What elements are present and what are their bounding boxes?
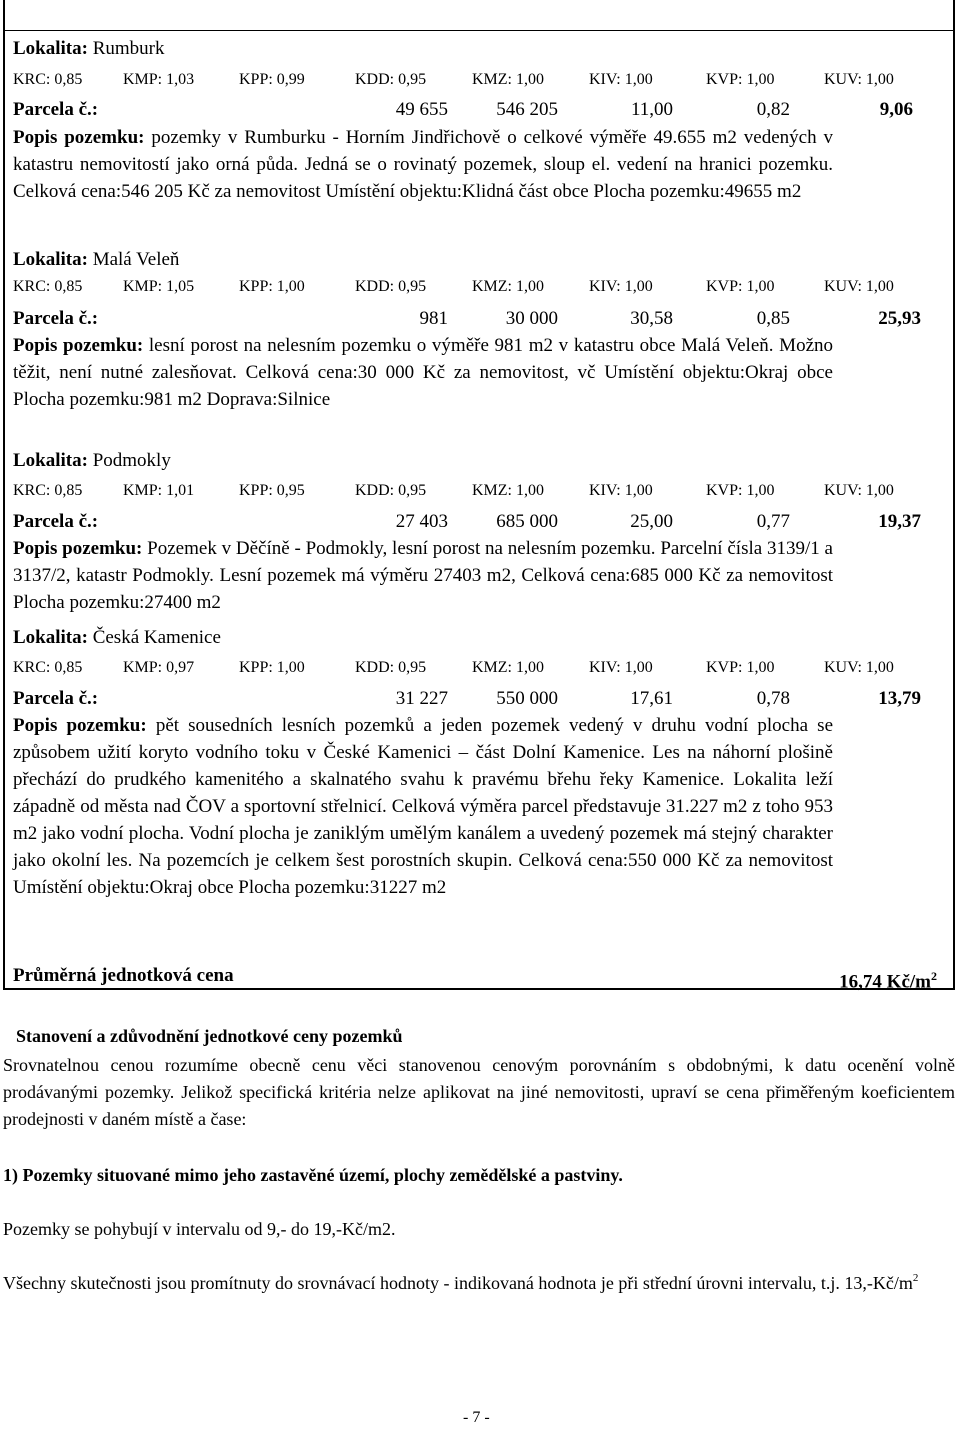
description-label: Popis pozemku:: [13, 715, 147, 736]
coef-kmz: KMZ: 1,00: [472, 659, 544, 676]
paragraph-interval: Pozemky se pohybují v intervalu od 9,- do 19,-Kč/m2.: [3, 1219, 396, 1239]
description-text: pět sousedních lesních pozemků a jeden pozemek vedený v druhu vodní plocha se způsobem užití koryto vodního toku v České Kamenici – část Dolní Kamenice. Les na náhorní plošině přechází do prudkého kamenitého a skalnatého svahu k pravému břehu řeky Kamenice. Lokalita leží západně od města nad ČOV a sportovní střelnicí. Celková výměra parcel představuje 31.227 m2 z toho 953 m2 jako vodní plocha. Vodní plocha je zaniklým umělým kanálem a uvedený pozemek má stejný charakter jako okolní les. Na pozemcích je celkem šest porostních skupin. Celková cena:550 000 Kč za nemovitost Umístění objektu:Okraj obce Plocha pozemku:31227 m2: [13, 715, 833, 898]
parcel-description: [13, 124, 833, 205]
section-heading: Stanovení a zdůvodnění jednotkové ceny pozemků: [16, 1026, 403, 1046]
average-unit-exponent: 2: [931, 969, 937, 983]
parcel-coefficient: 0,82: [756, 99, 790, 120]
coefficient-row: [13, 70, 925, 90]
coef-kuv: KUV: 1,00: [824, 482, 894, 499]
locality-block-podmokly: [13, 449, 925, 613]
parcel-label: Parcela č.:: [13, 511, 99, 532]
parcel-row: [13, 510, 925, 534]
parcel-row: [13, 98, 925, 122]
description-label: Popis pozemku:: [13, 335, 144, 356]
parcel-label: Parcela č.:: [13, 99, 99, 120]
coef-kpp: KPP: 0,95: [239, 482, 305, 499]
coef-kmz: KMZ: 1,00: [472, 482, 544, 499]
conclusion-unit-exponent: 2: [912, 1272, 919, 1284]
table-top-divider: [3, 30, 955, 31]
locality-name: Podmokly: [92, 450, 171, 471]
locality-block-mala-velen: [13, 248, 925, 410]
coef-krc: KRC: 0,85: [13, 482, 83, 499]
coef-kiv: KIV: 1,00: [589, 71, 653, 88]
coef-krc: KRC: 0,85: [13, 659, 83, 676]
coef-kmp: KMP: 1,05: [123, 278, 195, 295]
locality-block-ceska-kamenice: [13, 626, 925, 898]
coef-kpp: KPP: 1,00: [239, 278, 305, 295]
coef-kiv: KIV: 1,00: [589, 659, 653, 676]
coefficient-row: [13, 481, 925, 501]
average-value-text: 16,74 Kč/m: [839, 971, 931, 993]
coef-kvp: KVP: 1,00: [706, 71, 775, 88]
parcel-unit-price: 11,00: [630, 99, 673, 120]
locality-name: Česká Kamenice: [92, 627, 221, 648]
parcel-unit-price: 25,00: [630, 511, 673, 532]
coef-kdd: KDD: 0,95: [355, 659, 427, 676]
point-heading-1: 1) Pozemky situované mimo jeho zastavěné území, plochy zemědělské a pastviny.: [3, 1165, 623, 1185]
paragraph-conclusion: [3, 1270, 955, 1297]
average-value: [839, 964, 937, 994]
average-unit-price-row: [13, 964, 937, 993]
parcel-row: [13, 687, 925, 711]
parcel-adjusted-price: 9,06: [879, 99, 913, 120]
locality-heading: [13, 449, 925, 473]
coef-krc: KRC: 0,85: [13, 71, 83, 88]
locality-label: Lokalita:: [13, 450, 88, 471]
locality-block-rumburk: [13, 37, 925, 202]
parcel-label: Parcela č.:: [13, 308, 99, 329]
parcel-description: [13, 712, 833, 901]
locality-label: Lokalita:: [13, 627, 88, 648]
coef-kmp: KMP: 1,01: [123, 482, 195, 499]
parcel-adjusted-price: 13,79: [878, 688, 921, 709]
locality-label: Lokalita:: [13, 249, 88, 270]
parcel-price: 30 000: [505, 308, 558, 329]
coef-kdd: KDD: 0,95: [355, 278, 427, 295]
description-label: Popis pozemku:: [13, 127, 145, 148]
locality-name: Rumburk: [92, 38, 165, 59]
parcel-label: Parcela č.:: [13, 688, 99, 709]
coef-kvp: KVP: 1,00: [706, 659, 775, 676]
coef-kmz: KMZ: 1,00: [472, 278, 544, 295]
coef-krc: KRC: 0,85: [13, 278, 83, 295]
parcel-description: [13, 535, 833, 616]
page-number: - 7 -: [463, 1409, 490, 1426]
coef-kpp: KPP: 0,99: [239, 71, 305, 88]
coef-kmp: KMP: 1,03: [123, 71, 195, 88]
parcel-price: 550 000: [496, 688, 558, 709]
parcel-area: 31 227: [395, 688, 448, 709]
parcel-price: 546 205: [496, 99, 558, 120]
parcel-adjusted-price: 25,93: [878, 308, 921, 329]
coef-kiv: KIV: 1,00: [589, 482, 653, 499]
locality-heading: [13, 248, 925, 272]
parcel-unit-price: 17,61: [630, 688, 673, 709]
paragraph-intro: Srovnatelnou cenou rozumíme obecně cenu věci stanovenou cenovým porovnáním s obdobnými, k datu ocenění volně prodávanými pozemky. Jelikož specifická kritéria nelze aplikovat na jiné nemovitosti, upraví se cena přiměřeným koeficientem prodejnosti v daném místě a čase:: [3, 1055, 955, 1129]
locality-label: Lokalita:: [13, 38, 88, 59]
coefficient-row: [13, 658, 925, 678]
parcel-coefficient: 0,78: [756, 688, 790, 709]
locality-name: Malá Veleň: [92, 249, 180, 270]
coef-kvp: KVP: 1,00: [706, 278, 775, 295]
coef-kdd: KDD: 0,95: [355, 482, 427, 499]
parcel-area: 27 403: [395, 511, 448, 532]
coef-kpp: KPP: 1,00: [239, 659, 305, 676]
description-label: Popis pozemku:: [13, 538, 143, 559]
coef-kdd: KDD: 0,95: [355, 71, 427, 88]
description-text: Pozemek v Děčíně - Podmokly, lesní porost na nelesním pozemku. Parcelní čísla 3139/1 a 3137/2, katastr Podmokly. Lesní pozemek má výměru 27403 m2, Celková cena:685 000 Kč za nemovitost Plocha pozemku:27400 m2: [13, 538, 833, 613]
coef-kmz: KMZ: 1,00: [472, 71, 544, 88]
parcel-adjusted-price: 19,37: [878, 511, 921, 532]
coef-kiv: KIV: 1,00: [589, 278, 653, 295]
locality-heading: [13, 37, 925, 61]
description-text: pozemky v Rumburku - Horním Jindřichově o celkové výměře 49.655 m2 vedených v katastru nemovitostí jako orná půda. Jedná se o rovinatý pozemek, sloup el. vedení na hranici pozemku. Celková cena:546 205 Kč za nemovitost Umístění objektu:Klidná část obce Plocha pozemku:49655 m2: [13, 127, 833, 202]
parcel-price: 685 000: [496, 511, 558, 532]
description-text: lesní porost na nelesním pozemku o výměře 981 m2 v katastru obce Malá Veleň. Možno těžit, není nutné zalesňovat. Celková cena:30 000 Kč za nemovitost, vč Umístění objektu:Okraj obce Plocha pozemku:981 m2 Doprava:Silnice: [13, 335, 834, 410]
locality-heading: [13, 626, 925, 650]
coef-kmp: KMP: 0,97: [123, 659, 195, 676]
conclusion-text: Všechny skutečnosti jsou promítnuty do srovnávací hodnoty - indikovaná hodnota je při střední úrovni intervalu, t.j. 13,-Kč/m: [3, 1273, 913, 1293]
coef-kuv: KUV: 1,00: [824, 659, 894, 676]
coef-kuv: KUV: 1,00: [824, 71, 894, 88]
parcel-description: [13, 332, 833, 413]
parcel-coefficient: 0,85: [756, 308, 790, 329]
coefficient-row: [13, 277, 925, 297]
parcel-unit-price: 30,58: [630, 308, 673, 329]
parcel-row: [13, 307, 925, 331]
average-label: Průměrná jednotková cena: [13, 965, 234, 986]
parcel-coefficient: 0,77: [756, 511, 790, 532]
coef-kuv: KUV: 1,00: [824, 278, 894, 295]
parcel-area: 981: [419, 308, 448, 329]
coef-kvp: KVP: 1,00: [706, 482, 775, 499]
parcel-area: 49 655: [395, 99, 448, 120]
